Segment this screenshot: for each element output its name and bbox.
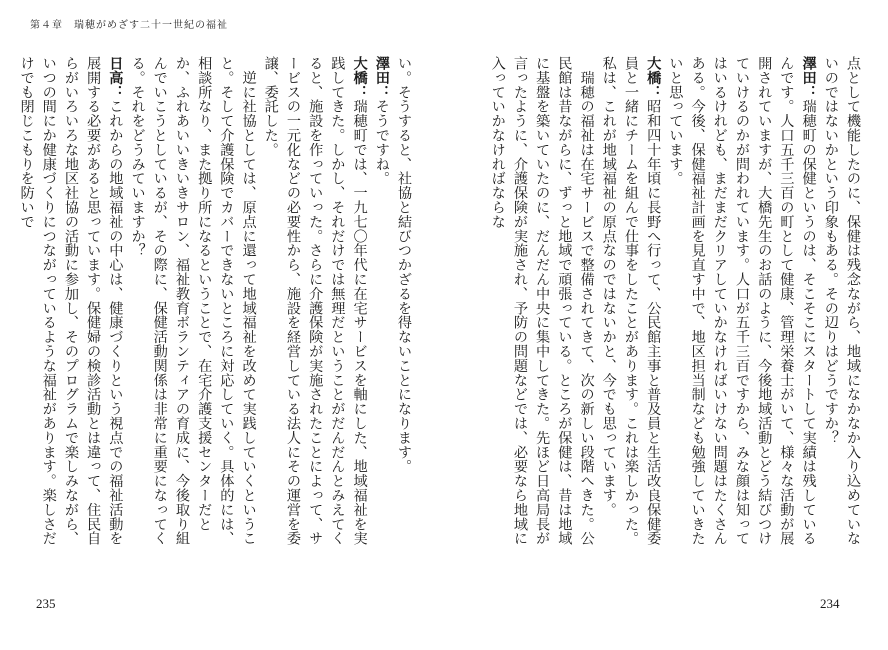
- speaker-label: 大橋：: [645, 56, 662, 100]
- paragraph: [598, 56, 665, 556]
- paragraph: [393, 56, 415, 556]
- paragraph-text: 点として機能したのに、保健は残念ながら、地域になかなか入り込めていないのではないかという印象もある。その辺りはどうですか？: [822, 56, 861, 546]
- speaker-label: 澤田：: [800, 56, 817, 100]
- paragraph: [371, 56, 393, 556]
- paragraph: [126, 56, 259, 556]
- paragraph-text: これからの地域福祉の中心は、健康づくりという視点での福祉活動を展開する必要があると思っています。保健婦の検診活動とは違って、住民自らがいろいろな地区社協の活動に参加し、そのプログラムで楽しみながら、いつの間にか健康づくりにつながっているような福祉があります。楽しさだけでも閉じこもりを防いで: [18, 56, 124, 546]
- paragraph: [260, 56, 371, 556]
- paragraph: [15, 56, 126, 556]
- paragraph-text: 瑞穂の福祉は在宅サービスで整備されてきて、次の新しい段階へきた。公民館は昔ながらに、ずっと地域で頑張っている。ところが保健は、昔は地域に基盤を築いていたのに、だんだん中央に集中してきた。先ほど日高局長が言ったように、介護保険が実施され、予防の問題などでは、必要なら地域に入っていかなければならな: [489, 56, 595, 546]
- page-number-right: 234: [820, 596, 840, 611]
- paragraph-text: 昭和四十年頃に長野へ行って、公民館主事と普及員と生活改良保健委員と一緒にチームを組んで仕事をしたことがあります。これは楽しかった。私は、これが地域福祉の原点なのではないかと、今でも思っています。: [600, 56, 662, 546]
- right-page-text: [478, 56, 864, 556]
- paragraph: [664, 56, 819, 556]
- paragraph-text: 瑞穂町の保健というのは、そこそこにスタートして実績は残しているんです。人口五千三百の町として健康、管理栄養士がいて、様々な活動が展開されていますが、大橋先生のお話のように、今後地域活動とどう結びつけていけるのかが問われています。人口が五千三百ですから、みな顔は知ってはいるけれども、まだまだクリアしていかなければいけない問題はたくさんある。今後、保健福祉計画を見直す中で、地区担当制なども勉強していきたいと思っています。: [667, 56, 817, 546]
- paragraph-text: 逆に社協としては、原点に還って地域福祉を改めて実践していくということ。そして介護保険でカバーできないところに対応していく。具体的には、相談所なり、また拠り所になるということで、在宅介護支援センターだとか、ふれあいいきいきサロン、福祉教育ボランティアの育成に、今後取り組んでいこうとしているが、その際に、保健活動関係は非常に重要になってくる。それをどうみていますか？: [129, 56, 257, 546]
- speaker-label: 大橋：: [351, 56, 368, 100]
- paragraph: [820, 56, 864, 556]
- paragraph-text: 瑞穂町では、一九七〇年代に在宅サービスを軸にした、地域福祉を実践してきた。しかし、それだけでは無理だということがだんだんとみえてくると、施設を作っていった。さらに介護保険が実施されたことによって、サービスの一元化などの必要性から、施設を経営している法人にその運営を委譲、委託した。: [262, 56, 368, 546]
- speaker-label: 日高：: [107, 56, 124, 100]
- speaker-label: 澤田：: [373, 56, 390, 100]
- running-head: 第４章 瑞穂がめざす二十一世紀の福祉: [30, 20, 228, 31]
- page-number-left: 235: [36, 596, 56, 611]
- paragraph: [487, 56, 598, 556]
- paragraph-text: そうですね。: [373, 99, 390, 186]
- left-page-text: [18, 56, 415, 556]
- paragraph-text: い。そうすると、社協と結びつかざるを得ないことになります。: [396, 56, 412, 474]
